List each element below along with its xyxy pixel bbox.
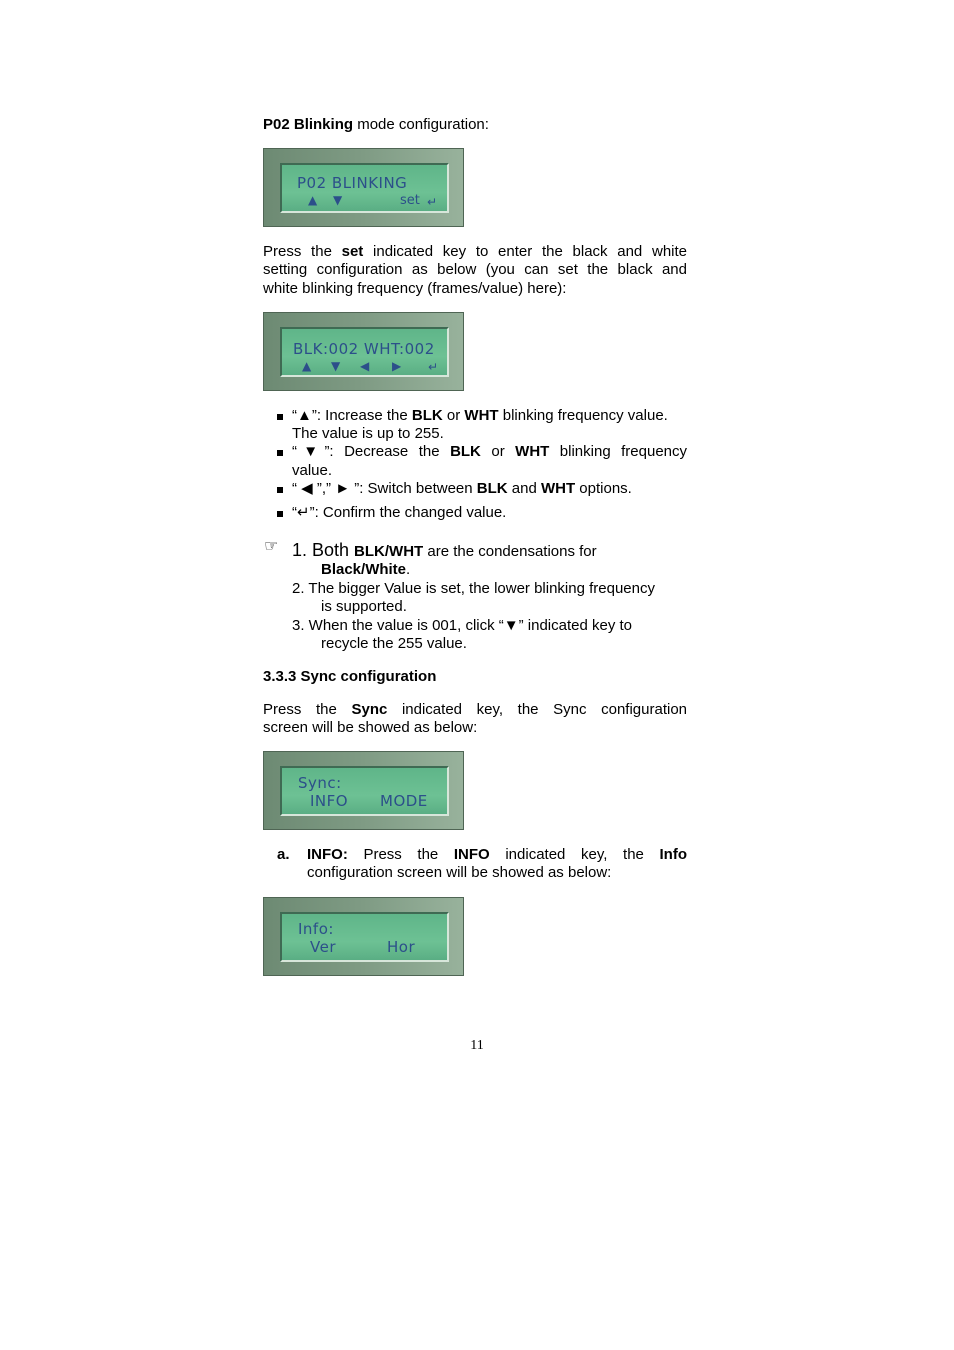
pointing-hand-icon: ☞ [264, 538, 279, 555]
lcd-blk-wht [263, 312, 464, 391]
right-arrow-icon: ▶ [392, 359, 402, 373]
up-arrow-icon: ▲ [302, 359, 312, 373]
note-2: 2. The bigger Value is set, the lower blinking frequency [292, 580, 655, 597]
note-3: 3. When the value is 001, click “▼” indicated key to [292, 617, 633, 634]
enter-icon: ↵ [297, 504, 310, 521]
text: and [507, 480, 541, 497]
item-a-line1 [307, 846, 687, 864]
text: indicated key, the Sync configuration [387, 701, 688, 718]
text: or [442, 407, 465, 424]
lcd-ver-label: Ver [310, 938, 336, 956]
text: or [480, 443, 516, 460]
blk-bold: BLK [411, 407, 443, 424]
note-2-line2: is supported. [321, 598, 407, 615]
text: ”: Confirm the changed value. [309, 504, 507, 521]
section-heading-sync: 3.3.3 Sync configuration [263, 668, 437, 685]
section-heading-p02 [263, 116, 687, 134]
para2-line2: screen will be showed as below: [263, 719, 478, 736]
down-arrow-icon: ▼ [331, 359, 341, 373]
lcd-screen [280, 912, 449, 962]
blk-bold: BLK [476, 480, 508, 497]
lcd-line1: BLK:002 WHT:002 [293, 340, 435, 358]
left-arrow-icon: ◀ [360, 359, 370, 373]
item-a-line2: configuration screen will be showed as below: [307, 864, 612, 881]
text: Press the [263, 243, 342, 260]
text: blinking frequency value. [498, 407, 668, 424]
blk-wht-bold: BLK/WHT [354, 543, 424, 560]
note-number: 1. Both [292, 540, 355, 560]
text: Press the [263, 701, 352, 718]
lcd-hor-label: Hor [387, 938, 416, 956]
text: . [406, 561, 411, 578]
page-number: 11 [470, 1038, 484, 1053]
note-1-line2 [321, 561, 410, 579]
wht-bold: WHT [464, 407, 499, 424]
text: Press the [347, 846, 454, 863]
up-arrow-icon: ▲ [308, 193, 318, 207]
bullet-1-line2: The value is up to 255. [292, 425, 444, 442]
text: indicated key, the [489, 846, 660, 863]
bullet-4 [292, 504, 506, 522]
text: blinking frequency [549, 443, 688, 460]
bullet-marker [277, 487, 283, 493]
text: options. [575, 480, 632, 497]
lcd-line1: Info: [298, 920, 334, 938]
lcd-mode-label: MODE [380, 792, 428, 810]
info-bold: Info [659, 846, 688, 863]
note-1 [292, 541, 597, 561]
para1-line1 [263, 243, 687, 261]
heading-bold: P02 Blinking [263, 116, 354, 133]
bullet-marker [277, 511, 283, 517]
text: “▲”: Increase the [292, 407, 412, 424]
text: “▼”: Decrease the [292, 443, 451, 460]
bullet-3 [292, 480, 632, 498]
lcd-line1: P02 BLINKING [297, 174, 408, 192]
set-label: set [400, 193, 420, 208]
para1-line3: white blinking frequency (frames/value) here): [263, 280, 567, 297]
bullet-1 [292, 407, 668, 425]
text: “ ◀ ”,” ► ”: Switch between [292, 480, 477, 497]
wht-bold: WHT [540, 480, 576, 497]
lcd-screen [280, 766, 449, 816]
down-arrow-icon: ▼ [333, 193, 343, 207]
bullet-marker [277, 450, 283, 456]
lcd-line1: Sync: [298, 774, 342, 792]
text: indicated key to enter the black and white [363, 243, 688, 260]
text: are the condensations for [423, 543, 597, 560]
black-white-bold: Black/White [321, 561, 407, 578]
blk-bold: BLK [450, 443, 481, 460]
lcd-sync [263, 751, 464, 830]
info-bold: INFO: [307, 846, 348, 863]
enter-icon: ↵ [427, 195, 438, 209]
bullet-marker [277, 414, 283, 420]
lcd-p02-blinking [263, 148, 464, 227]
info-bold: INFO [453, 846, 490, 863]
item-a-letter: a. [277, 846, 290, 863]
text: “ [292, 504, 297, 521]
lcd-info [263, 897, 464, 976]
lcd-info-label: INFO [310, 792, 349, 810]
lcd-screen [280, 327, 449, 377]
enter-icon: ↵ [428, 360, 439, 374]
heading-rest: mode configuration: [353, 116, 489, 133]
lcd-screen [280, 163, 449, 213]
set-bold: set [341, 243, 364, 260]
para2-line1 [263, 701, 687, 719]
bullet-2-line2: value. [292, 462, 333, 479]
para1-line2: setting configuration as below (you can set the black and [263, 261, 687, 278]
sync-bold: Sync [351, 701, 388, 718]
wht-bold: WHT [515, 443, 550, 460]
note-3-line2: recycle the 255 value. [321, 635, 467, 652]
bullet-2 [292, 443, 687, 461]
